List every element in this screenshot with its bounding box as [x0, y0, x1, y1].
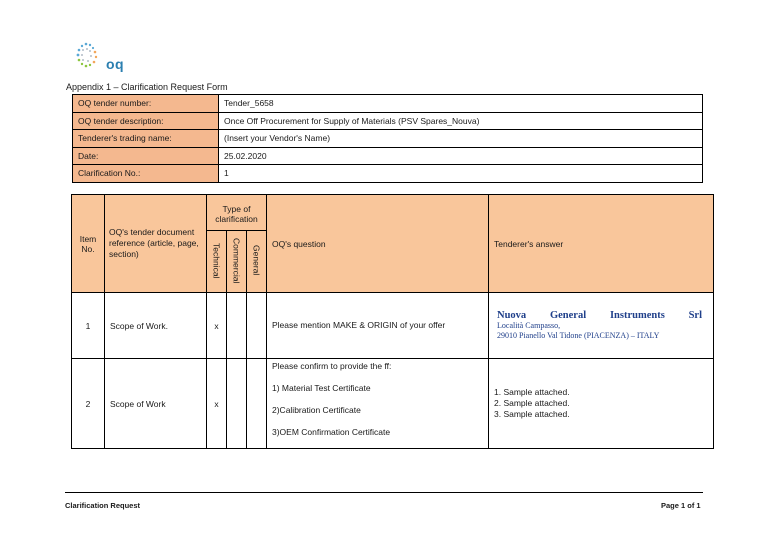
info-value: 25.02.2020: [219, 147, 703, 165]
company-name-word: Srl: [688, 310, 702, 321]
company-name: [494, 310, 708, 321]
cell-reference: Scope of Work.: [105, 293, 207, 359]
header-commercial-label: Commercial: [231, 237, 242, 284]
header-general: [247, 231, 267, 293]
info-label: OQ tender number:: [73, 95, 219, 113]
question-line: 1) Material Test Certificate: [272, 383, 371, 393]
cell-technical: x: [207, 293, 227, 359]
header-technical-label: Technical: [211, 242, 222, 279]
cell-commercial: [227, 293, 247, 359]
header-technical: [207, 231, 227, 293]
cell-question: [267, 359, 489, 449]
info-value: (Insert your Vendor's Name): [219, 130, 703, 148]
header-reference: OQ's tender document reference (article, page, section): [105, 195, 207, 293]
info-value: Once Off Procurement for Supply of Materials (PSV Spares_Nouva): [219, 112, 703, 130]
footer-divider: [65, 492, 703, 493]
cell-technical: x: [207, 359, 227, 449]
footer-document-name: Clarification Request: [65, 501, 141, 510]
cell-general: [247, 293, 267, 359]
info-label: OQ tender description:: [73, 112, 219, 130]
header-type-of-clarification: Type of clarification: [207, 195, 267, 231]
info-label: Tenderer's trading name:: [73, 130, 219, 148]
tender-info-table: [72, 94, 703, 183]
table-header-row: [72, 195, 714, 231]
header-commercial: [227, 231, 247, 293]
table-row: [72, 359, 714, 449]
answer-line: 1. Sample attached.: [494, 387, 570, 397]
company-address-line: 29010 Pianello Val Tidone (PIACENZA) – ITALY: [497, 331, 660, 340]
info-row-trading-name: [73, 130, 703, 148]
info-label: Clarification No.:: [73, 165, 219, 183]
question-line: Please mention MAKE & ORIGIN of your offer: [272, 320, 446, 330]
question-line: Please confirm to provide the ff:: [272, 361, 392, 371]
cell-answer: [489, 293, 714, 359]
company-name-word: General: [549, 310, 587, 321]
info-row-tender-number: [73, 95, 703, 113]
info-row-tender-description: [73, 112, 703, 130]
info-label: Date:: [73, 147, 219, 165]
answer-line: 2. Sample attached.: [494, 398, 570, 408]
info-row-date: [73, 147, 703, 165]
cell-question: [267, 293, 489, 359]
question-line: 2)Calibration Certificate: [272, 405, 361, 415]
cell-general: [247, 359, 267, 449]
header-question: OQ's question: [267, 195, 489, 293]
table-row: [72, 293, 714, 359]
header-general-label: General: [251, 245, 262, 276]
answer-line: 3. Sample attached.: [494, 409, 570, 419]
logo-wordmark: oq: [106, 56, 125, 72]
appendix-title: Appendix 1 – Clarification Request Form: [66, 82, 228, 92]
company-name-word: Nuova: [497, 310, 527, 321]
company-address-line: Località Campasso,: [497, 321, 561, 330]
question-line: 3)OEM Confirmation Certificate: [272, 427, 391, 437]
header-item-no: Item No.: [72, 195, 105, 293]
header-answer: Tenderer's answer: [489, 195, 714, 293]
cell-commercial: [227, 359, 247, 449]
cell-item-no: 2: [72, 359, 105, 449]
clarification-table: [71, 194, 714, 449]
cell-answer: [489, 359, 714, 449]
cell-reference: Scope of Work: [105, 359, 207, 449]
info-row-clarification-no: [73, 165, 703, 183]
info-value: Tender_5658: [219, 95, 703, 113]
footer-page-number: Page 1 of 1: [661, 501, 701, 510]
company-name-word: Instruments: [609, 310, 665, 321]
cell-item-no: 1: [72, 293, 105, 359]
info-value: 1: [219, 165, 703, 183]
